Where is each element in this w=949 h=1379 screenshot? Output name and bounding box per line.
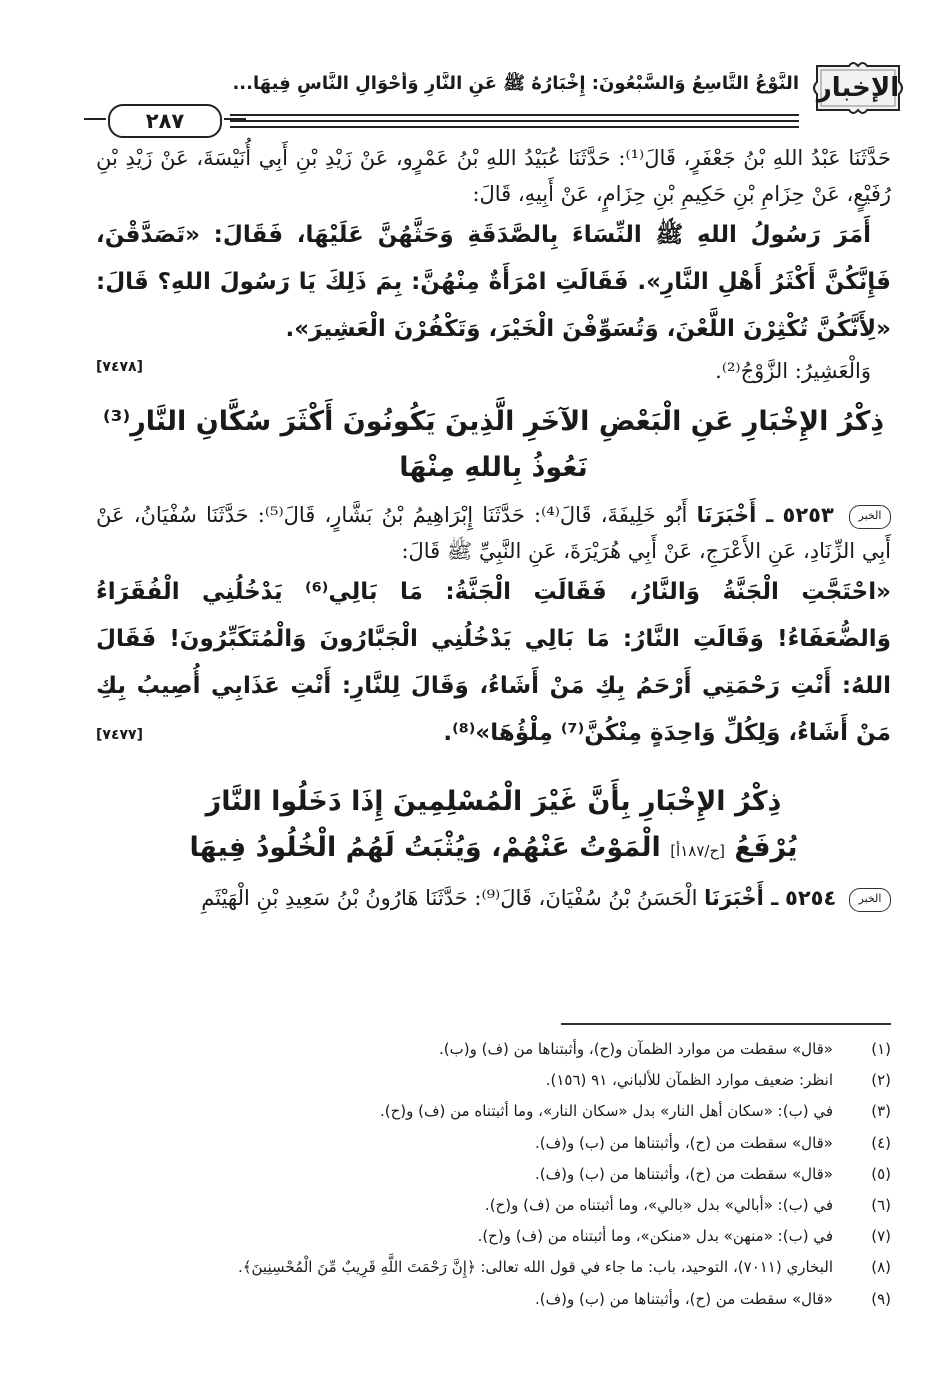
- footnote-number: (٩): [871, 1289, 891, 1308]
- footnote-number: (٨): [871, 1258, 891, 1277]
- page-number: ٢٨٧: [108, 104, 222, 138]
- footnote-text: «قال» سقطت من (ح)، وأثبتناها من (ب) و(ف).: [534, 1164, 833, 1183]
- heading-line: ذِكْرُ الإِخْبَارِ عَنِ الْبَعْضِ الآخَرِ الَّذِينَ يَكُونُونَ أَكْثَرَ سُكَّانِ النَّارِ⁽³⁾: [102, 406, 885, 437]
- rule-line: [230, 120, 799, 122]
- manuscript-tag: [ح/١٨٧أ]: [670, 842, 725, 860]
- footnote: [96, 1034, 891, 1065]
- dash: ـ: [763, 886, 779, 910]
- hadith-reference: [٧٤٧٧]: [96, 727, 143, 743]
- footnote-text: البخاري (٧٠١١)، التوحيد، باب: ما جاء في قول الله تعالى: ﴿إِنَّ رَحْمَتَ اللَّهِ قَرِيبٌ مِّنَ الْمُحْسِنِينَ﴾.: [237, 1258, 833, 1277]
- footnote-text: في (ب): «أبالي» بدل «بالي»، وما أثبتناه من (ف) و(ح).: [484, 1195, 833, 1214]
- dash: ـ: [756, 503, 774, 527]
- footnote-text: «قال» سقطت من (ح)، وأثبتناها من (ب) و(ف).: [534, 1289, 833, 1308]
- hadith-text: أَمَرَ رَسُولُ اللهِ ﷺ النِّسَاءَ بِالصَّدَقَةِ وَحَثَّهُنَّ عَلَيْهَا، فَقَالَ: «تَصَدَّقْنَ، فَإِنَّكُنَّ أَكْثَرُ أَهْلِ النَّارِ». فَقَالَتِ امْرَأَةٌ مِنْهُنَّ: بِمَ ذَلِكَ يَا رَسُولَ اللهِ؟ قَالَ: «لِأَنَّكُنَّ تُكْثِرْنَ اللَّعْنَ، وَتُسَوِّفْنَ الْخَيْرَ، وَتَكْفُرْنَ الْعَشِيرَ».: [96, 222, 891, 342]
- heading-line: نَعُوذُ بِاللهِ مِنْهَا: [399, 452, 588, 483]
- running-title: النَّوْعُ التَّاسِعُ وَالسَّبْعُونَ: إِخْبَارُهُ ﷺ عَنِ النَّارِ وَأَحْوَالِ النَّاسِ فِيهَا...: [232, 73, 799, 94]
- matn-row: [96, 569, 891, 757]
- isnad-text: أَبُو خَلِيفَةَ، قَالَ⁽⁴⁾: حَدَّثَنَا إِبْرَاهِيمُ بْنُ بَشَّارٍ، قَالَ⁽⁵⁾: حَدَّثَنَا سُفْيَانُ، عَنْ أَبِي الزِّنَادِ، عَنِ الأَعْرَجِ، عَنْ أَبِي هُرَيْرَةَ، عَنِ النَّبِيِّ ﷺ قَالَ:: [96, 503, 891, 563]
- footnote: [96, 1252, 891, 1283]
- footnote-number: (٦): [871, 1195, 891, 1214]
- heading-word: الْمَوْتُ عَنْهُمْ، وَيُثْبَتُ لَهُمُ الْخُلُودُ فِيهَا: [189, 832, 661, 863]
- footnote-number: (١): [871, 1040, 891, 1058]
- footnote: [96, 1096, 891, 1127]
- khabar-icon: الخبر: [849, 888, 891, 912]
- section-heading: [96, 779, 891, 874]
- footnote-number: (٢): [871, 1071, 891, 1090]
- footnote-text: في (ب): «منهن» بدل «منكن»، وما أثبتناه من (ف) و(ح).: [477, 1227, 833, 1246]
- akhbarana-label: أَخْبَرَنَا: [696, 503, 757, 527]
- footnotes: [96, 1034, 891, 1315]
- page-body: [96, 140, 891, 916]
- footnote: [96, 1221, 891, 1252]
- footnote-number: (٤): [871, 1133, 891, 1152]
- heading-line: ذِكْرُ الإِخْبَارِ بِأَنَّ غَيْرَ الْمُسْلِمِينَ إِذَا دَخَلُوا النَّارَ: [205, 786, 782, 817]
- khabar-icon: الخبر: [849, 505, 891, 529]
- heading-word: يُرْفَعُ: [734, 832, 798, 863]
- page-header: [80, 52, 909, 152]
- footnote: [96, 1128, 891, 1159]
- hadith-number: ٥٢٥٤: [785, 886, 837, 910]
- heading-line: [96, 825, 891, 874]
- footnote: [96, 1284, 891, 1315]
- footnote-number: (٧): [871, 1227, 891, 1246]
- isnad-text: الْحَسَنُ بْنُ سُفْيَانَ، قَالَ⁽⁹⁾: حَدَّثَنَا هَارُونُ بْنُ سَعِيدِ بْنِ الْهَيْثَمِ: [201, 886, 698, 910]
- footnote-text: في (ب): «سكان أهل النار» بدل «سكان النار»، وما أثبتناه من (ف) و(ح).: [379, 1102, 833, 1121]
- footnote-number: (٣): [871, 1102, 891, 1121]
- rule-line: [230, 114, 799, 116]
- footnote-number: (٥): [871, 1164, 891, 1183]
- hadith-reference: [٧٤٧٨]: [96, 359, 143, 375]
- hadith-isnad: [96, 497, 891, 569]
- footnote-separator: [561, 1023, 891, 1025]
- rule-line: [230, 126, 799, 128]
- footnote: [96, 1159, 891, 1190]
- gloss-row: [96, 353, 891, 389]
- akhbarana-label: أَخْبَرَنَا: [704, 886, 764, 910]
- section-heading: [96, 399, 891, 491]
- book-badge: [809, 58, 907, 118]
- gloss-text: وَالْعَشِيرُ: الزَّوْجُ⁽²⁾.: [715, 359, 871, 383]
- isnad-paragraph: حَدَّثَنَا عَبْدُ اللهِ بْنُ جَعْفَرٍ، قَالَ⁽¹⁾: حَدَّثَنَا عُبَيْدُ اللهِ بْنُ عَمْرٍو، عَنْ زَيْدِ بْنِ أَبِي أُنَيْسَةَ، عَنْ زَيْدِ بْنِ رُفَيْعٍ، عَنْ حِزَامِ بْنِ حَكِيمِ بْنِ حِزَامٍ، عَنْ أَبِيهِ، قَالَ:: [96, 146, 891, 206]
- footnote: [96, 1190, 891, 1221]
- footnote-text: انظر: ضعيف موارد الظمآن للألباني، ٩١ (١٥٦).: [545, 1071, 833, 1090]
- header-rule: [80, 104, 799, 134]
- hadith-isnad: [96, 880, 891, 916]
- hadith-number: ٥٢٥٣: [782, 503, 834, 527]
- footnote-text: «قال» سقطت من (ح)، وأثبتناها من (ب) و(ف).: [534, 1133, 833, 1152]
- hadith-text: «احْتَجَّتِ الْجَنَّةُ وَالنَّارُ، فَقَالَتِ الْجَنَّةُ: مَا بَالِي⁽⁶⁾ يَدْخُلُنِي الْفُقَرَاءُ وَالضُّعَفَاءُ! وَقَالَتِ النَّارُ: مَا بَالِي يَدْخُلُنِي الْجَبَّارُونَ وَالْمُتَكَبِّرُونَ! فَقَالَ اللهُ: أَنْتِ رَحْمَتِي أَرْحَمُ بِكِ مَنْ أَشَاءُ، وَقَالَ لِلنَّارِ: أَنْتِ عَذَابِي أُصِيبُ بِكِ مَنْ أَشَاءُ، وَلِكُلِّ وَاحِدَةٍ مِنْكُنَّ⁽⁷⁾ مِلْؤُهَا»⁽⁸⁾.: [96, 579, 891, 746]
- footnote: [96, 1065, 891, 1096]
- footnote-text: «قال» سقطت من موارد الظمآن و(ح)، وأثبتناها من (ف) و(ب).: [439, 1040, 833, 1058]
- book-badge-label: الإخبار: [816, 73, 900, 103]
